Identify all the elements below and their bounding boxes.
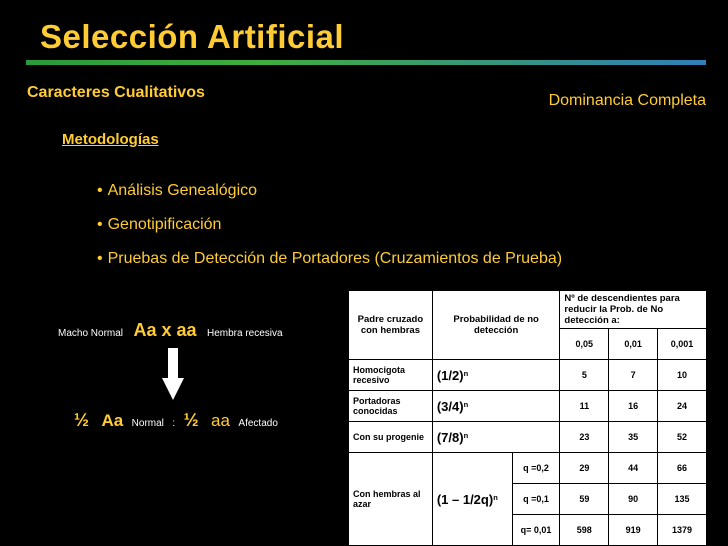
value-cell: 52	[658, 422, 707, 453]
row-label: Con su progenie	[349, 422, 433, 453]
table-row	[349, 453, 707, 484]
level-cell: 0,01	[609, 329, 658, 360]
value-cell: 598	[560, 515, 609, 546]
methodology-heading: Metodologías	[62, 131, 159, 148]
ratio-separator: :	[172, 418, 176, 429]
list-item: • Pruebas de Detección de Portadores (Cruzamientos de Prueba)	[97, 250, 563, 267]
q-cell: q =0,1	[512, 484, 560, 515]
bullet-icon: •	[97, 182, 103, 199]
value-cell: 59	[560, 484, 609, 515]
value-cell: 29	[560, 453, 609, 484]
phenotype-2: Afectado	[238, 418, 278, 429]
subsection-heading: Dominancia Completa	[548, 92, 706, 109]
row-label: Homocigota recesivo	[349, 360, 433, 391]
cross-genotype: Aa x aa	[133, 320, 197, 340]
header-offspring: Nº de descendientes para reducir la Prob. de No detección a:	[560, 291, 707, 329]
value-cell: 5	[560, 360, 609, 391]
page-title: Selección Artificial	[40, 18, 345, 55]
header-probability: Probabilidad de no detección	[432, 291, 560, 360]
female-label: Hembra recesiva	[206, 328, 283, 339]
value-cell: 44	[609, 453, 658, 484]
q-cell: q =0,2	[512, 453, 560, 484]
value-cell: 1379	[658, 515, 707, 546]
row-label: Portadoras conocidas	[349, 391, 433, 422]
level-cell: 0,05	[560, 329, 609, 360]
down-arrow-icon	[162, 348, 184, 400]
level-cell: 0,001	[658, 329, 707, 360]
genotype-1: Aa	[101, 411, 124, 430]
value-cell: 16	[609, 391, 658, 422]
value-cell: 66	[658, 453, 707, 484]
row-label: Con hembras al azar	[349, 453, 433, 546]
value-cell: 24	[658, 391, 707, 422]
row-probability: $(3/4)^n$	[432, 391, 560, 422]
male-label: Macho Normal	[58, 328, 124, 339]
section-heading: Caracteres Cualitativos	[27, 84, 205, 101]
cross-formula	[58, 320, 283, 341]
table-row	[349, 360, 707, 391]
q-cell: q= 0,01	[512, 515, 560, 546]
value-cell: 135	[658, 484, 707, 515]
methods-list	[97, 180, 562, 282]
fraction-2: ½	[183, 410, 199, 430]
value-cell: 7	[609, 360, 658, 391]
genotype-2: aa	[211, 411, 230, 430]
phenotype-1: Normal	[131, 418, 164, 429]
list-item: • Genotipificación	[97, 216, 222, 233]
value-cell: 35	[609, 422, 658, 453]
title-underline-bar	[26, 60, 706, 65]
header-parent: Padre cruzado con hembras	[349, 291, 433, 360]
table-row	[349, 422, 707, 453]
row-probability: $(7/8)^n$	[432, 422, 560, 453]
value-cell: 23	[560, 422, 609, 453]
detection-table	[348, 290, 707, 546]
list-item: • Análisis Genealógico	[97, 182, 258, 199]
value-cell: 919	[609, 515, 658, 546]
bullet-icon: •	[97, 216, 103, 233]
value-cell: 11	[560, 391, 609, 422]
bullet-icon: •	[97, 250, 103, 267]
fraction-1: ½	[74, 410, 90, 430]
value-cell: 90	[609, 484, 658, 515]
value-cell: 10	[658, 360, 707, 391]
cross-result	[74, 410, 278, 431]
table-row	[349, 391, 707, 422]
row-probability: (1 – 1/2q)$^n$	[432, 453, 512, 546]
row-probability: $(1/2)^n$	[432, 360, 560, 391]
